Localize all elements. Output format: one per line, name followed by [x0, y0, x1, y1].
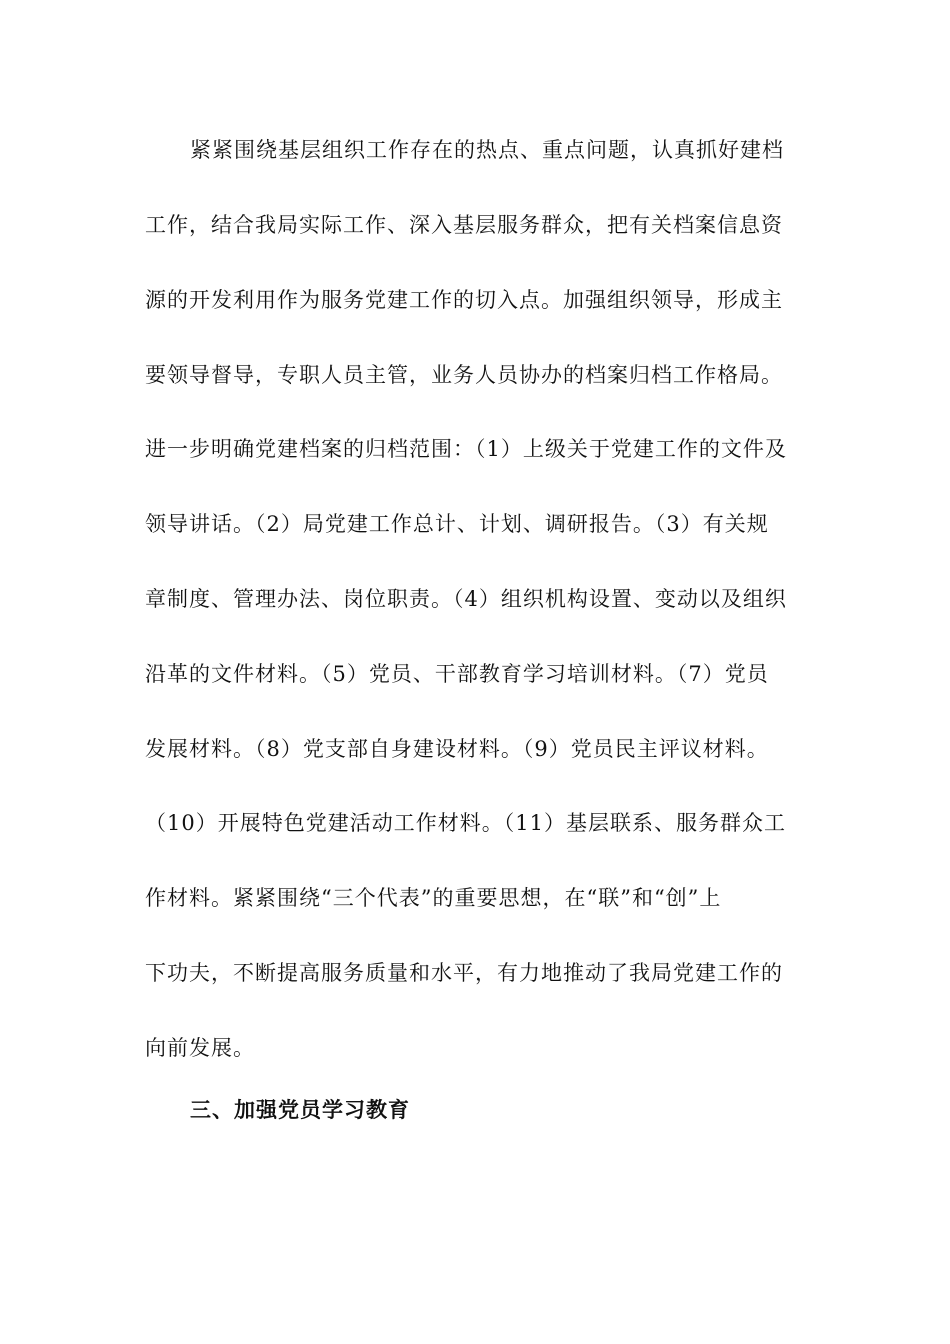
paragraph-line: 章制度、管理办法、岗位职责。（4）组织机构设置、变动以及组织 [145, 587, 787, 611]
section-heading: 三、加强党员学习教育 [190, 1097, 410, 1122]
paragraph-line: 作材料。紧紧围绕“三个代表”的重要思想，在“联”和“创”上 [145, 886, 722, 910]
paragraph-line: （10）开展特色党建活动工作材料。（11）基层联系、服务群众工 [145, 811, 786, 835]
paragraph-line: 工作，结合我局实际工作、深入基层服务群众，把有关档案信息资 [145, 213, 783, 237]
paragraph-line: 向前发展。 [145, 1036, 255, 1060]
paragraph-line: 领导讲话。（2）局党建工作总计、计划、调研报告。（3）有关规 [145, 512, 769, 536]
paragraph-line: 发展材料。（8）党支部自身建设材料。（9）党员民主评议材料。 [145, 737, 769, 761]
paragraph-line: 要领导督导，专职人员主管，业务人员协办的档案归档工作格局。 [145, 363, 783, 387]
paragraph-line: 紧紧围绕基层组织工作存在的热点、重点问题，认真抓好建档 [190, 138, 784, 162]
paragraph-line: 下功夫，不断提高服务质量和水平，有力地推动了我局党建工作的 [145, 961, 783, 985]
paragraph-line: 源的开发利用作为服务党建工作的切入点。加强组织领导，形成主 [145, 288, 783, 312]
paragraph-line: 进一步明确党建档案的归档范围：（1）上级关于党建工作的文件及 [145, 437, 787, 461]
paragraph-line: 沿革的文件材料。（5）党员、干部教育学习培训材料。（7）党员 [145, 662, 769, 686]
